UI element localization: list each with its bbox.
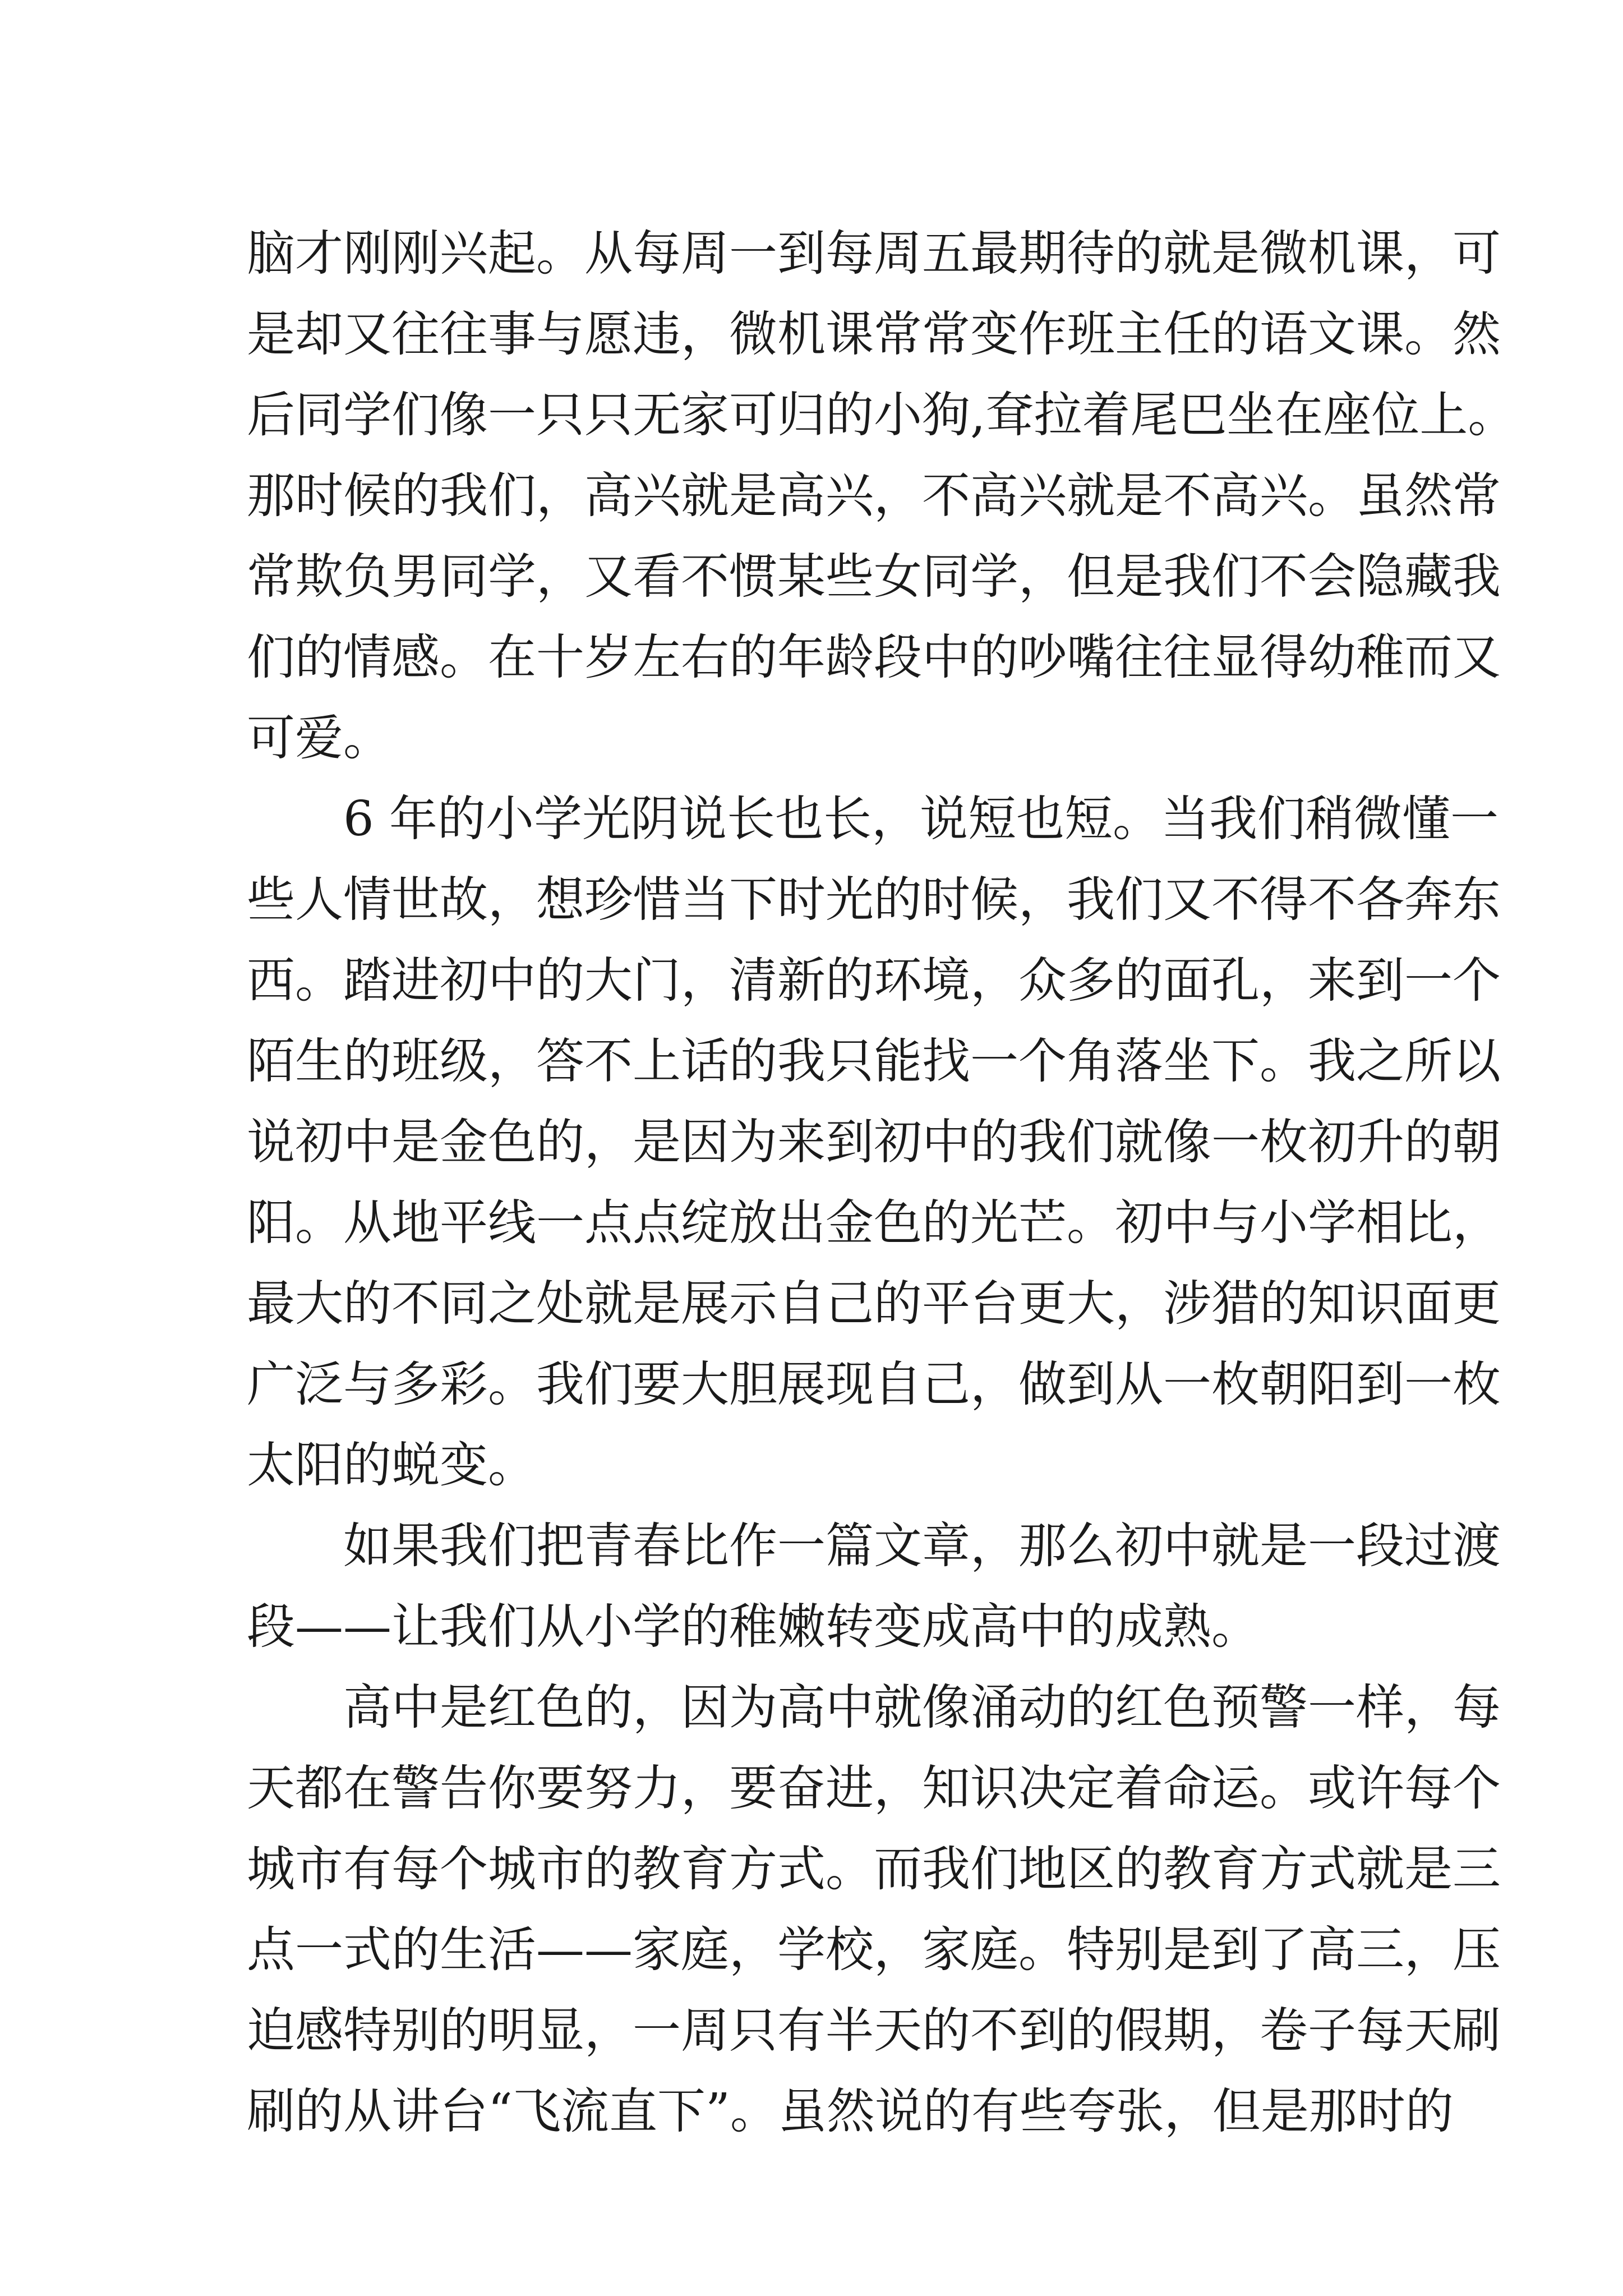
- paragraph-first-line: 高中是红色的，因为高中就像涌动的红色预警一样，每: [343, 1680, 1501, 1736]
- text-line: 可爱。: [247, 710, 391, 766]
- text-line: 太阳的蜕变。: [247, 1437, 536, 1493]
- text-line: 段——让我们从小学的稚嫩转变成高中的成熟。: [247, 1599, 1260, 1655]
- text-line: 刷的从讲台“飞流直下”。虽然说的有些夸张，但是那时的: [247, 2083, 1454, 2139]
- text-line: 城市有每个城市的教育方式。而我们地区的教育方式就是三: [247, 1841, 1501, 1897]
- text-line: 西。踏进初中的大门，清新的环境，众多的面孔，来到一个: [247, 953, 1501, 1009]
- text-line: 那时候的我们，高兴就是高兴，不高兴就是不高兴。虽然常: [247, 468, 1501, 524]
- text-line: 迫感特别的明显，一周只有半天的不到的假期，卷子每天刷: [247, 2003, 1501, 2059]
- text-line: 最大的不同之处就是展示自己的平台更大，涉猎的知识面更: [247, 1276, 1501, 1332]
- text-line: 说初中是金色的，是因为来到初中的我们就像一枚初升的朝: [247, 1114, 1501, 1170]
- text-line: 后同学们像一只只无家可归的小狗,耷拉着尾巴坐在座位上。: [247, 387, 1516, 443]
- text-line: 点一式的生活——家庭，学校，家庭。特别是到了高三，压: [247, 1922, 1501, 1978]
- text-line: 陌生的班级，答不上话的我只能找一个角落坐下。我之所以: [247, 1033, 1501, 1089]
- body-text: [247, 213, 1516, 2152]
- text-line: 是却又往往事与愿违，微机课常常变作班主任的语文课。然: [247, 306, 1501, 362]
- text-line: 常欺负男同学，又看不惯某些女同学，但是我们不会隐藏我: [247, 549, 1501, 605]
- text-line: 阳。从地平线一点点绽放出金色的光芒。初中与小学相比，: [247, 1195, 1501, 1251]
- text-line: 们的情感。在十岁左右的年龄段中的吵嘴往往显得幼稚而又: [247, 629, 1501, 685]
- paragraph-first-line: 6 年的小学光阴说长也长，说短也短。当我们稍微懂一: [343, 791, 1499, 847]
- text-line: 脑才刚刚兴起。从每周一到每周五最期待的就是微机课，可: [247, 226, 1501, 282]
- text-line: 广泛与多彩。我们要大胆展现自己，做到从一枚朝阳到一枚: [247, 1356, 1501, 1412]
- paragraph-first-line: 如果我们把青春比作一篇文章，那么初中就是一段过渡: [343, 1518, 1501, 1574]
- text-line: 些人情世故，想珍惜当下时光的时候，我们又不得不各奔东: [247, 872, 1501, 928]
- text-line: 天都在警告你要努力，要奋进，知识决定着命运。或许每个: [247, 1760, 1501, 1816]
